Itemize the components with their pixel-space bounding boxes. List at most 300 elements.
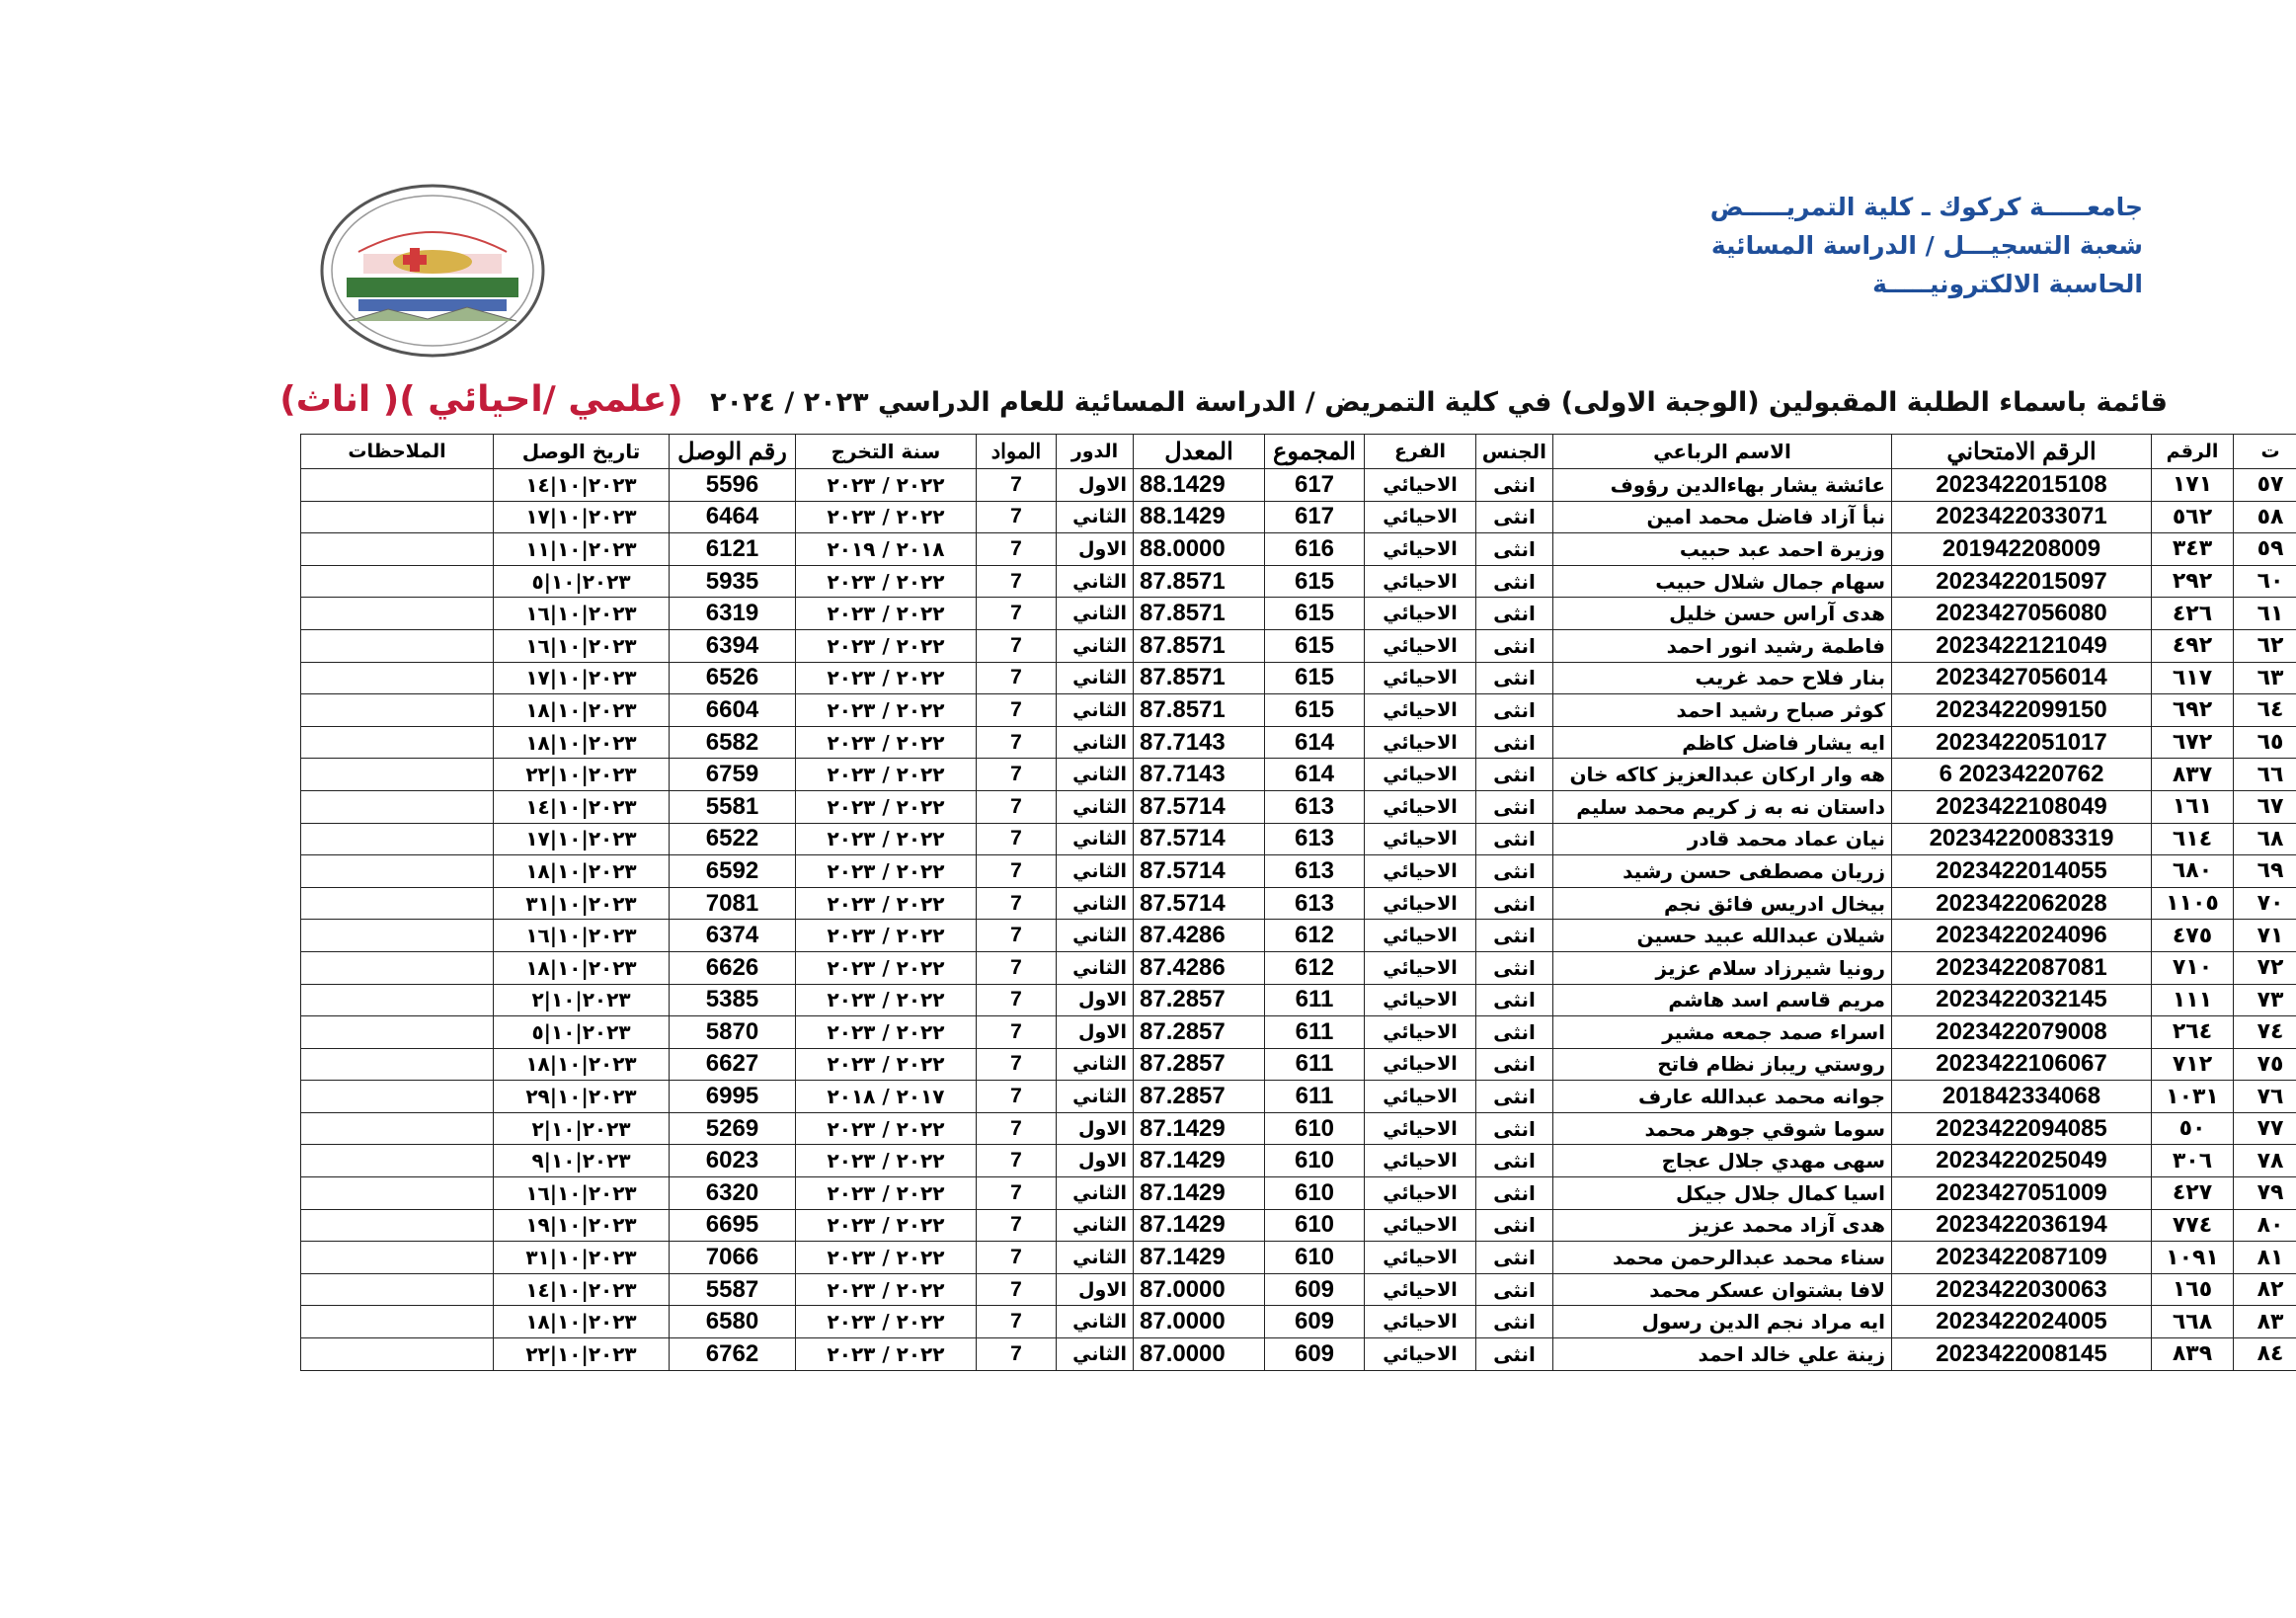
cell-exam-number: 2023422014055 — [1892, 855, 2152, 888]
cell-branch: الاحيائي — [1365, 533, 1476, 566]
cell-name: سهى مهدي جلال عجاج — [1553, 1145, 1892, 1177]
cell-gender: انثى — [1476, 951, 1553, 984]
cell-number: ١٦١ — [2152, 790, 2234, 823]
cell-round: الثاني — [1057, 501, 1134, 533]
cell-seq: ٧٦ — [2234, 1081, 2296, 1113]
cell-notes — [301, 598, 494, 630]
cell-gender: انثى — [1476, 1016, 1553, 1049]
cell-average: 87.8571 — [1134, 662, 1265, 694]
cell-name: اسراء صمد جمعه مشير — [1553, 1016, 1892, 1049]
cell-graduation-year: ٢٠٢٢ / ٢٠٢٣ — [796, 598, 977, 630]
cell-receipt-date: ٢٠٢٣|١٠|١٧ — [494, 662, 670, 694]
cell-branch: الاحيائي — [1365, 1209, 1476, 1242]
cell-notes — [301, 1177, 494, 1210]
cell-notes — [301, 759, 494, 791]
cell-graduation-year: ٢٠٢٢ / ٢٠٢٣ — [796, 1209, 977, 1242]
office-header — [1452, 188, 2143, 303]
cell-graduation-year: ٢٠٢٢ / ٢٠٢٣ — [796, 1242, 977, 1274]
cell-receipt-date: ٢٠٢٣|١٠|١٨ — [494, 855, 670, 888]
cell-gender: انثى — [1476, 598, 1553, 630]
cell-number: ٦٩٢ — [2152, 694, 2234, 727]
cell-round: الاول — [1057, 469, 1134, 502]
col-header-seq: ت — [2234, 435, 2296, 469]
table-row — [301, 598, 2296, 630]
cell-notes — [301, 469, 494, 502]
cell-round: الاول — [1057, 984, 1134, 1016]
cell-exam-number: 2023422015097 — [1892, 565, 2152, 598]
cell-branch: الاحيائي — [1365, 598, 1476, 630]
table-row — [301, 694, 2296, 727]
cell-subjects: 7 — [977, 1177, 1057, 1210]
table-row — [301, 501, 2296, 533]
table-row — [301, 469, 2296, 502]
cell-notes — [301, 1016, 494, 1049]
cell-total: 613 — [1265, 887, 1365, 920]
cell-round: الثاني — [1057, 726, 1134, 759]
cell-receipt-date: ٢٠٢٣|١٠|١٤ — [494, 469, 670, 502]
cell-number: ١٠٣١ — [2152, 1081, 2234, 1113]
cell-total: 611 — [1265, 984, 1365, 1016]
table-row — [301, 1112, 2296, 1145]
cell-gender: انثى — [1476, 855, 1553, 888]
cell-receipt-date: ٢٠٢٣|١٠|٣١ — [494, 887, 670, 920]
col-header-branch: الفرع — [1365, 435, 1476, 469]
cell-average: 88.0000 — [1134, 533, 1265, 566]
cell-receipt-number: 6320 — [670, 1177, 796, 1210]
cell-number: ١٦٥ — [2152, 1273, 2234, 1306]
cell-gender: انثى — [1476, 1112, 1553, 1145]
cell-notes — [301, 790, 494, 823]
cell-graduation-year: ٢٠٢٢ / ٢٠٢٣ — [796, 469, 977, 502]
cell-notes — [301, 951, 494, 984]
cell-receipt-number: 6394 — [670, 629, 796, 662]
cell-receipt-number: 6995 — [670, 1081, 796, 1113]
cell-branch: الاحيائي — [1365, 1273, 1476, 1306]
cell-number: ١١٠٥ — [2152, 887, 2234, 920]
cell-name: سهام جمال شلال حبيب — [1553, 565, 1892, 598]
cell-exam-number: 2023427056080 — [1892, 598, 2152, 630]
cell-subjects: 7 — [977, 984, 1057, 1016]
cell-average: 87.7143 — [1134, 759, 1265, 791]
cell-number: ٣٤٣ — [2152, 533, 2234, 566]
cell-receipt-number: 5935 — [670, 565, 796, 598]
cell-subjects: 7 — [977, 469, 1057, 502]
cell-receipt-number: 6374 — [670, 920, 796, 952]
cell-branch: الاحيائي — [1365, 694, 1476, 727]
cell-exam-number: 20234220762 6 — [1892, 759, 2152, 791]
cell-exam-number: 2023422032145 — [1892, 984, 2152, 1016]
cell-number: ٧١٠ — [2152, 951, 2234, 984]
cell-average: 87.4286 — [1134, 951, 1265, 984]
cell-gender: انثى — [1476, 1209, 1553, 1242]
cell-exam-number: 2023422030063 — [1892, 1273, 2152, 1306]
cell-round: الاول — [1057, 1145, 1134, 1177]
cell-branch: الاحيائي — [1365, 887, 1476, 920]
cell-branch: الاحيائي — [1365, 565, 1476, 598]
cell-number: ٢٦٤ — [2152, 1016, 2234, 1049]
title-main: قائمة باسماء الطلبة المقبولين (الوجبة الاولى) في كلية التمريض / الدراسة المسائية للعام الدراسي ٢٠٢٣ / ٢٠٢٤ — [710, 387, 2168, 418]
cell-round: الثاني — [1057, 951, 1134, 984]
cell-exam-number: 20234220083319 — [1892, 823, 2152, 855]
cell-number: ٦٦٨ — [2152, 1306, 2234, 1338]
cell-receipt-date: ٢٠٢٣|١٠|١٤ — [494, 1273, 670, 1306]
table-row — [301, 984, 2296, 1016]
cell-seq: ٦٧ — [2234, 790, 2296, 823]
cell-subjects: 7 — [977, 951, 1057, 984]
cell-notes — [301, 1306, 494, 1338]
table-row — [301, 726, 2296, 759]
table-row — [301, 823, 2296, 855]
cell-receipt-date: ٢٠٢٣|١٠|١٦ — [494, 920, 670, 952]
cell-gender: انثى — [1476, 759, 1553, 791]
col-header-name: الاسم الرباعي — [1553, 435, 1892, 469]
cell-average: 87.1429 — [1134, 1112, 1265, 1145]
cell-seq: ٧٥ — [2234, 1048, 2296, 1081]
cell-seq: ٨٠ — [2234, 1209, 2296, 1242]
cell-round: الثاني — [1057, 1306, 1134, 1338]
cell-branch: الاحيائي — [1365, 662, 1476, 694]
cell-notes — [301, 1338, 494, 1371]
cell-number: ١١١ — [2152, 984, 2234, 1016]
cell-graduation-year: ٢٠٢٢ / ٢٠٢٣ — [796, 1177, 977, 1210]
cell-notes — [301, 501, 494, 533]
cell-gender: انثى — [1476, 1306, 1553, 1338]
table-row — [301, 759, 2296, 791]
cell-receipt-date: ٢٠٢٣|١٠|١٨ — [494, 694, 670, 727]
cell-branch: الاحيائي — [1365, 1016, 1476, 1049]
cell-graduation-year: ٢٠٢٢ / ٢٠٢٣ — [796, 823, 977, 855]
cell-gender: انثى — [1476, 1145, 1553, 1177]
cell-round: الثاني — [1057, 887, 1134, 920]
cell-graduation-year: ٢٠١٧ / ٢٠١٨ — [796, 1081, 977, 1113]
cell-name: وزيرة احمد عبد حبيب — [1553, 533, 1892, 566]
cell-graduation-year: ٢٠٢٢ / ٢٠٢٣ — [796, 1048, 977, 1081]
cell-total: 615 — [1265, 565, 1365, 598]
cell-graduation-year: ٢٠٢٢ / ٢٠٢٣ — [796, 920, 977, 952]
cell-notes — [301, 662, 494, 694]
cell-name: روستي ريباز نظام فاتح — [1553, 1048, 1892, 1081]
cell-receipt-date: ٢٠٢٣|١٠|٢ — [494, 984, 670, 1016]
cell-average: 87.1429 — [1134, 1242, 1265, 1274]
cell-subjects: 7 — [977, 1242, 1057, 1274]
cell-number: ٣٠٦ — [2152, 1145, 2234, 1177]
cell-graduation-year: ٢٠٢٢ / ٢٠٢٣ — [796, 1145, 977, 1177]
cell-exam-number: 2023422087109 — [1892, 1242, 2152, 1274]
cell-receipt-number: 7066 — [670, 1242, 796, 1274]
cell-total: 613 — [1265, 790, 1365, 823]
cell-round: الثاني — [1057, 855, 1134, 888]
col-header-total: المجموع — [1265, 435, 1365, 469]
col-header-graduation-year: سنة التخرج — [796, 435, 977, 469]
col-header-subjects: المواد — [977, 435, 1057, 469]
cell-graduation-year: ٢٠٢٢ / ٢٠٢٣ — [796, 855, 977, 888]
cell-receipt-date: ٢٠٢٣|١٠|٢٢ — [494, 1338, 670, 1371]
cell-branch: الاحيائي — [1365, 1177, 1476, 1210]
header-department: شعبة التسجيـــل / الدراسة المسائية — [1710, 231, 2143, 260]
cell-receipt-date: ٢٠٢٣|١٠|٢٩ — [494, 1081, 670, 1113]
cell-subjects: 7 — [977, 759, 1057, 791]
cell-branch: الاحيائي — [1365, 1306, 1476, 1338]
cell-graduation-year: ٢٠٢٢ / ٢٠٢٣ — [796, 951, 977, 984]
cell-exam-number: 2023422094085 — [1892, 1112, 2152, 1145]
cell-receipt-date: ٢٠٢٣|١٠|٥ — [494, 565, 670, 598]
cell-graduation-year: ٢٠٢٢ / ٢٠٢٣ — [796, 726, 977, 759]
cell-total: 617 — [1265, 469, 1365, 502]
cell-receipt-date: ٢٠٢٣|١٠|١٨ — [494, 1306, 670, 1338]
cell-seq: ٦٥ — [2234, 726, 2296, 759]
cell-gender: انثى — [1476, 501, 1553, 533]
cell-average: 87.2857 — [1134, 984, 1265, 1016]
cell-round: الثاني — [1057, 1242, 1134, 1274]
cell-name: لافا بشتوان عسكر محمد — [1553, 1273, 1892, 1306]
cell-seq: ٥٩ — [2234, 533, 2296, 566]
cell-total: 610 — [1265, 1242, 1365, 1274]
cell-seq: ٧٠ — [2234, 887, 2296, 920]
cell-average: 87.2857 — [1134, 1081, 1265, 1113]
cell-total: 609 — [1265, 1338, 1365, 1371]
cell-total: 616 — [1265, 533, 1365, 566]
cell-receipt-number: 5385 — [670, 984, 796, 1016]
cell-number: ٥٠ — [2152, 1112, 2234, 1145]
cell-total: 617 — [1265, 501, 1365, 533]
cell-total: 614 — [1265, 726, 1365, 759]
cell-notes — [301, 1048, 494, 1081]
cell-seq: ٨١ — [2234, 1242, 2296, 1274]
cell-round: الاول — [1057, 1273, 1134, 1306]
cell-name: سناء محمد عبدالرحمن محمد — [1553, 1242, 1892, 1274]
table-row — [301, 1081, 2296, 1113]
cell-gender: انثى — [1476, 1177, 1553, 1210]
cell-name: بيخال ادريس فائق نجم — [1553, 887, 1892, 920]
cell-exam-number: 2023422106067 — [1892, 1048, 2152, 1081]
cell-subjects: 7 — [977, 565, 1057, 598]
col-header-round: الدور — [1057, 435, 1134, 469]
cell-exam-number: 2023422051017 — [1892, 726, 2152, 759]
cell-branch: الاحيائي — [1365, 629, 1476, 662]
cell-total: 609 — [1265, 1306, 1365, 1338]
table-row — [301, 1242, 2296, 1274]
cell-average: 87.5714 — [1134, 790, 1265, 823]
table-row — [301, 951, 2296, 984]
cell-gender: انثى — [1476, 1081, 1553, 1113]
cell-seq: ٧٩ — [2234, 1177, 2296, 1210]
cell-name: مريم قاسم اسد هاشم — [1553, 984, 1892, 1016]
cell-average: 87.0000 — [1134, 1273, 1265, 1306]
table-row — [301, 565, 2296, 598]
table-row — [301, 1306, 2296, 1338]
cell-notes — [301, 984, 494, 1016]
cell-branch: الاحيائي — [1365, 790, 1476, 823]
cell-receipt-date: ٢٠٢٣|١٠|١٨ — [494, 951, 670, 984]
cell-notes — [301, 726, 494, 759]
cell-exam-number: 2023422121049 — [1892, 629, 2152, 662]
table-row — [301, 1145, 2296, 1177]
cell-graduation-year: ٢٠٢٢ / ٢٠٢٣ — [796, 1273, 977, 1306]
cell-subjects: 7 — [977, 1081, 1057, 1113]
cell-number: ٦٧٢ — [2152, 726, 2234, 759]
cell-exam-number: 2023422108049 — [1892, 790, 2152, 823]
cell-round: الثاني — [1057, 1177, 1134, 1210]
cell-receipt-number: 5596 — [670, 469, 796, 502]
cell-number: ٧١٢ — [2152, 1048, 2234, 1081]
cell-branch: الاحيائي — [1365, 726, 1476, 759]
cell-exam-number: 2023422025049 — [1892, 1145, 2152, 1177]
cell-name: زريان مصطفى حسن رشيد — [1553, 855, 1892, 888]
cell-receipt-number: 5587 — [670, 1273, 796, 1306]
cell-graduation-year: ٢٠٢٢ / ٢٠٢٣ — [796, 759, 977, 791]
cell-round: الثاني — [1057, 1338, 1134, 1371]
cell-number: ٧٧٤ — [2152, 1209, 2234, 1242]
cell-number: ٤٢٧ — [2152, 1177, 2234, 1210]
cell-round: الاول — [1057, 533, 1134, 566]
cell-gender: انثى — [1476, 694, 1553, 727]
cell-receipt-number: 5870 — [670, 1016, 796, 1049]
cell-seq: ٨٤ — [2234, 1338, 2296, 1371]
cell-receipt-number: 6319 — [670, 598, 796, 630]
cell-branch: الاحيائي — [1365, 920, 1476, 952]
students-table — [300, 434, 2296, 1371]
table-row — [301, 533, 2296, 566]
cell-subjects: 7 — [977, 629, 1057, 662]
cell-seq: ٨٣ — [2234, 1306, 2296, 1338]
cell-notes — [301, 920, 494, 952]
cell-receipt-date: ٢٠٢٣|١٠|٣١ — [494, 1242, 670, 1274]
cell-receipt-date: ٢٠٢٣|١٠|١٧ — [494, 501, 670, 533]
cell-total: 613 — [1265, 823, 1365, 855]
cell-number: ٦١٤ — [2152, 823, 2234, 855]
cell-gender: انثى — [1476, 887, 1553, 920]
cell-average: 87.5714 — [1134, 887, 1265, 920]
title-category: (علمي /احيائي )( اناث) — [279, 379, 683, 420]
cell-exam-number: 2023427051009 — [1892, 1177, 2152, 1210]
cell-receipt-number: 6522 — [670, 823, 796, 855]
table-row — [301, 887, 2296, 920]
cell-graduation-year: ٢٠٢٢ / ٢٠٢٣ — [796, 1338, 977, 1371]
cell-receipt-date: ٢٠٢٣|١٠|٢٢ — [494, 759, 670, 791]
cell-exam-number: 2023422099150 — [1892, 694, 2152, 727]
cell-notes — [301, 1112, 494, 1145]
cell-gender: انثى — [1476, 533, 1553, 566]
cell-round: الثاني — [1057, 565, 1134, 598]
table-row — [301, 1016, 2296, 1049]
cell-subjects: 7 — [977, 823, 1057, 855]
cell-receipt-number: 5269 — [670, 1112, 796, 1145]
list-title — [279, 379, 2168, 429]
cell-name: ايه مراد نجم الدين رسول — [1553, 1306, 1892, 1338]
cell-notes — [301, 1081, 494, 1113]
header-unit: الحاسبة الالكترونيـــــة — [1872, 270, 2143, 298]
cell-graduation-year: ٢٠٢٢ / ٢٠٢٣ — [796, 887, 977, 920]
cell-total: 613 — [1265, 855, 1365, 888]
cell-receipt-date: ٢٠٢٣|١٠|١٦ — [494, 1177, 670, 1210]
cell-gender: انثى — [1476, 1273, 1553, 1306]
cell-total: 609 — [1265, 1273, 1365, 1306]
cell-receipt-number: 6582 — [670, 726, 796, 759]
cell-seq: ٦٨ — [2234, 823, 2296, 855]
cell-branch: الاحيائي — [1365, 1081, 1476, 1113]
cell-seq: ٦١ — [2234, 598, 2296, 630]
table-row — [301, 1177, 2296, 1210]
cell-subjects: 7 — [977, 855, 1057, 888]
cell-notes — [301, 1273, 494, 1306]
cell-receipt-date: ٢٠٢٣|١٠|١٦ — [494, 629, 670, 662]
cell-subjects: 7 — [977, 533, 1057, 566]
cell-name: داستان نه به ز كريم محمد سليم — [1553, 790, 1892, 823]
cell-name: هه وار اركان عبدالعزيز كاكه خان — [1553, 759, 1892, 791]
cell-average: 87.2857 — [1134, 1016, 1265, 1049]
cell-receipt-number: 6121 — [670, 533, 796, 566]
cell-notes — [301, 887, 494, 920]
col-header-number: الرقم — [2152, 435, 2234, 469]
cell-number: ٤٩٢ — [2152, 629, 2234, 662]
cell-graduation-year: ٢٠٢٢ / ٢٠٢٣ — [796, 1112, 977, 1145]
cell-receipt-number: 6695 — [670, 1209, 796, 1242]
cell-branch: الاحيائي — [1365, 1242, 1476, 1274]
cell-round: الثاني — [1057, 790, 1134, 823]
cell-graduation-year: ٢٠٢٢ / ٢٠٢٣ — [796, 662, 977, 694]
cell-round: الثاني — [1057, 1209, 1134, 1242]
table-row — [301, 629, 2296, 662]
table-row — [301, 1338, 2296, 1371]
cell-name: زينة علي خالد احمد — [1553, 1338, 1892, 1371]
cell-seq: ٧٣ — [2234, 984, 2296, 1016]
cell-receipt-date: ٢٠٢٣|١٠|٩ — [494, 1145, 670, 1177]
cell-branch: الاحيائي — [1365, 469, 1476, 502]
cell-receipt-date: ٢٠٢٣|١٠|١٨ — [494, 1048, 670, 1081]
header-university: جامعـــــة كركوك ـ كلية التمريـــــض — [1709, 193, 2143, 221]
cell-receipt-number: 5581 — [670, 790, 796, 823]
cell-name: فاطمة رشيد انور احمد — [1553, 629, 1892, 662]
cell-exam-number: 2023422087081 — [1892, 951, 2152, 984]
cell-seq: ٧٧ — [2234, 1112, 2296, 1145]
cell-subjects: 7 — [977, 501, 1057, 533]
cell-total: 611 — [1265, 1016, 1365, 1049]
cell-branch: الاحيائي — [1365, 1048, 1476, 1081]
cell-graduation-year: ٢٠٢٢ / ٢٠٢٣ — [796, 790, 977, 823]
cell-name: رونيا شيرزاد سلام عزيز — [1553, 951, 1892, 984]
cell-exam-number: 2023422024005 — [1892, 1306, 2152, 1338]
cell-seq: ٧١ — [2234, 920, 2296, 952]
cell-average: 87.8571 — [1134, 565, 1265, 598]
cell-exam-number: 2023422079008 — [1892, 1016, 2152, 1049]
cell-average: 87.1429 — [1134, 1209, 1265, 1242]
col-header-receipt-date: تاريخ الوصل — [494, 435, 670, 469]
cell-average: 87.0000 — [1134, 1306, 1265, 1338]
cell-graduation-year: ٢٠٢٢ / ٢٠٢٣ — [796, 629, 977, 662]
cell-receipt-number: 6526 — [670, 662, 796, 694]
table-row — [301, 662, 2296, 694]
cell-average: 87.7143 — [1134, 726, 1265, 759]
cell-exam-number: 2023427056014 — [1892, 662, 2152, 694]
cell-name: كوثر صباح رشيد احمد — [1553, 694, 1892, 727]
cell-subjects: 7 — [977, 598, 1057, 630]
cell-name: سوما شوقي جوهر محمد — [1553, 1112, 1892, 1145]
cell-total: 612 — [1265, 920, 1365, 952]
cell-total: 611 — [1265, 1081, 1365, 1113]
cell-number: ١٧١ — [2152, 469, 2234, 502]
cell-branch: الاحيائي — [1365, 1338, 1476, 1371]
cell-gender: انثى — [1476, 1242, 1553, 1274]
table-header-row — [301, 435, 2296, 469]
cell-average: 87.5714 — [1134, 823, 1265, 855]
cell-notes — [301, 629, 494, 662]
cell-seq: ٦٣ — [2234, 662, 2296, 694]
cell-seq: ٦٤ — [2234, 694, 2296, 727]
cell-seq: ٧٢ — [2234, 951, 2296, 984]
cell-total: 611 — [1265, 1048, 1365, 1081]
cell-notes — [301, 1209, 494, 1242]
cell-gender: انثى — [1476, 565, 1553, 598]
